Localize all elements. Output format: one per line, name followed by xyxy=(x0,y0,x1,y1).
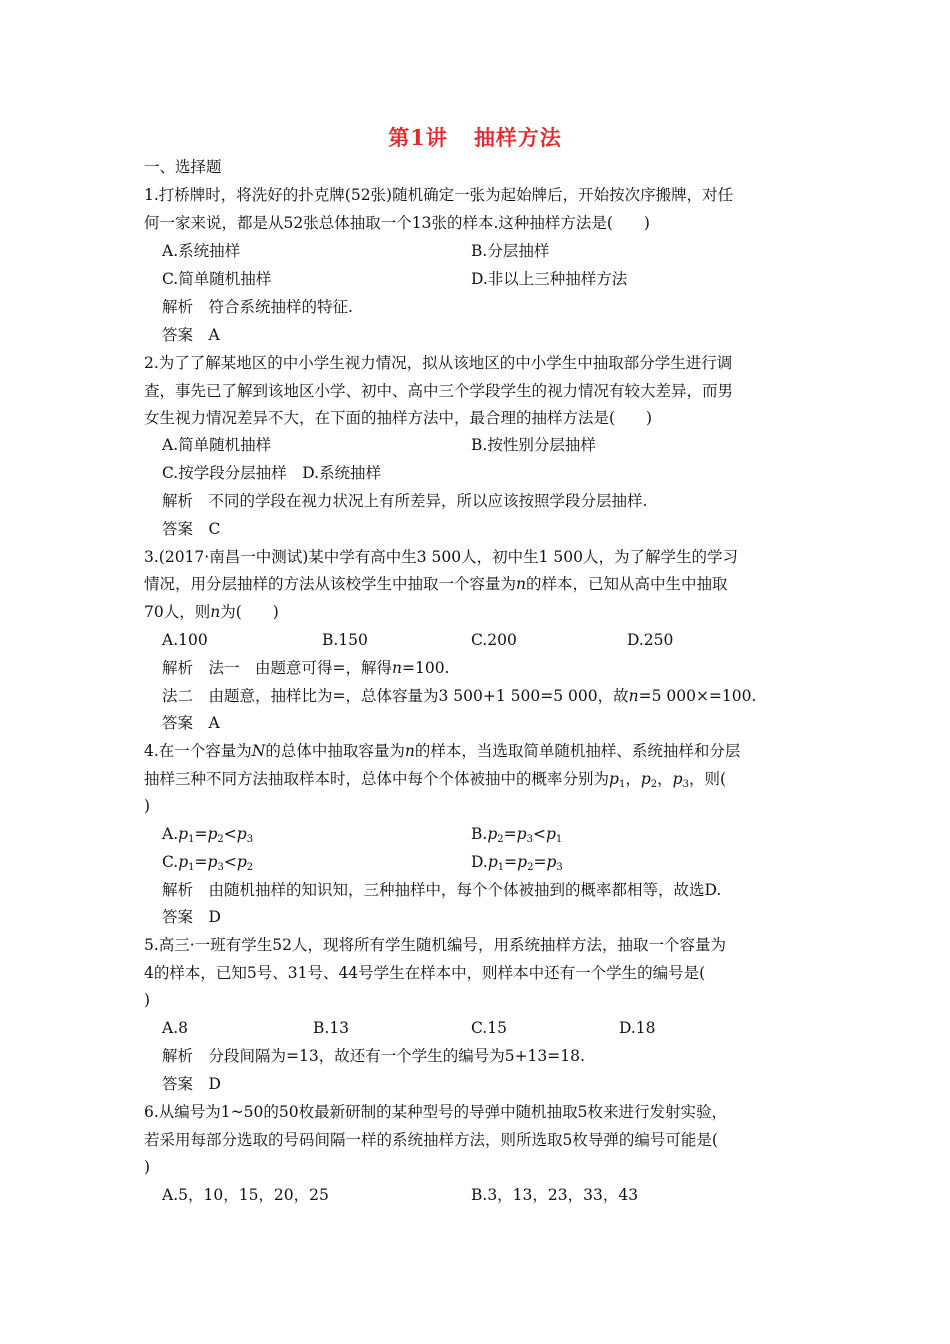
q5-stem-line-2: 4的样本，已知5号、31号、44号学生在样本中，则样本中还有一个学生的编号是( xyxy=(144,964,706,982)
q4-stem-line-1: 4.在一个容量为N的总体中抽取容量为n的样本，当选取简单随机抽样、系统抽样和分层 xyxy=(144,742,741,760)
q1-option-b: B.分层抽样 xyxy=(471,242,550,260)
q4-stem-line-2: 抽样三种不同方法抽取样本时，总体中每个个体被抽中的概率分别为$p_1$，$p_2$，$p_3$，则( xyxy=(144,770,727,790)
q1-stem-line-1: 1.打桥牌时，将洗好的扑克牌(52张)随机确定一张为起始牌后，开始按次序搬牌，对任 xyxy=(144,186,734,204)
q5-option-d: D.18 xyxy=(619,1019,656,1037)
q6-stem-line-1: 6.从编号为1~50的50枚最新研制的某种型号的导弹中随机抽取5枚来进行发射实验， xyxy=(144,1103,727,1121)
q2-analysis: 解析 不同的学段在视力状况上有所差异，所以应该按照学段分层抽样. xyxy=(162,492,648,510)
q5-stem-line-3: ) xyxy=(144,991,151,1009)
title-chapter: 第1讲 xyxy=(388,125,448,150)
q3-answer: 答案 A xyxy=(162,714,220,732)
q3-stem-line-3: 70人，则n为( ) xyxy=(144,603,279,621)
q1-answer: 答案 A xyxy=(162,326,220,344)
q2-option-b: B.按性别分层抽样 xyxy=(471,436,596,454)
q2-stem-line-1: 2.为了了解某地区的中小学生视力情况，拟从该地区的中小学生中抽取部分学生进行调 xyxy=(144,354,733,372)
q2-option-a: A.简单随机抽样 xyxy=(162,436,272,454)
q2-answer: 答案 C xyxy=(162,520,221,538)
title-name: 抽样方法 xyxy=(473,125,562,150)
q1-option-c: C.简单随机抽样 xyxy=(162,270,272,288)
q6-stem-line-3: ) xyxy=(144,1158,151,1176)
q6-stem-line-2: 若采用每部分选取的号码间隔一样的系统抽样方法，则所选取5枚导弹的编号可能是( xyxy=(144,1131,718,1149)
q4-option-d: $D.p_1=p_2=p_3$ xyxy=(471,853,563,873)
q4-analysis: 解析 由随机抽样的知识知，三种抽样中，每个个体被抽到的概率都相等，故选D. xyxy=(162,881,722,899)
q3-analysis-2: 法二 由题意，抽样比为=，总体容量为3 500+1 500=5 000，故n=5 000×=100. xyxy=(162,687,757,705)
page-title xyxy=(0,122,950,152)
q1-option-d: D.非以上三种抽样方法 xyxy=(471,270,628,288)
q3-option-d: D.250 xyxy=(627,631,674,649)
q1-stem-line-2: 何一家来说，都是从52张总体抽取一个13张的样本.这种抽样方法是( ) xyxy=(144,214,650,232)
q4-option-c: $C.p_1=p_3<p_2$ xyxy=(162,853,254,873)
section-heading: 一、选择题 xyxy=(144,158,222,176)
q4-option-a: $A.p_1=p_2<p_3$ xyxy=(162,825,254,845)
q1-analysis: 解析 符合系统抽样的特征. xyxy=(162,298,353,316)
q5-answer: 答案 D xyxy=(162,1075,221,1093)
q3-stem-line-2: 情况，用分层抽样的方法从该校学生中抽取一个容量为n的样本，已知从高中生中抽取 xyxy=(144,575,728,593)
q4-stem-line-3: ) xyxy=(144,797,151,815)
q1-option-a: A.系统抽样 xyxy=(162,242,241,260)
q3-option-a: A.100 xyxy=(162,631,208,649)
q5-option-b: B.13 xyxy=(313,1019,350,1037)
q2-stem-line-2: 查，事先已了解到该地区小学、初中、高中三个学段学生的视力情况有较大差异，而男 xyxy=(144,382,734,400)
q3-option-b: B.150 xyxy=(322,631,368,649)
q5-option-c: C.15 xyxy=(471,1019,507,1037)
q2-option-c-d: C.按学段分层抽样 D.系统抽样 xyxy=(162,464,382,482)
q3-option-c: C.200 xyxy=(471,631,517,649)
q5-analysis: 解析 分段间隔为=13，故还有一个学生的编号为5+13=18. xyxy=(162,1047,585,1065)
q4-answer: 答案 D xyxy=(162,908,221,926)
q2-stem-line-3: 女生视力情况差异不大，在下面的抽样方法中，最合理的抽样方法是( ) xyxy=(144,409,653,427)
q5-option-a: A.8 xyxy=(162,1019,188,1037)
variable-n: n xyxy=(516,575,526,593)
q3-analysis: 解析 法一 由题意可得=，解得n=100. xyxy=(162,659,450,677)
q5-stem-line-1: 5.高三·一班有学生52人，现将所有学生随机编号，用系统抽样方法，抽取一个容量为 xyxy=(144,936,726,954)
q6-option-a: A.5，10，15，20，25 xyxy=(162,1186,329,1204)
q4-option-b: $B.p_2=p_3<p_1$ xyxy=(471,825,563,845)
q3-stem-line-1: 3.(2017·南昌一中测试)某中学有高中生3 500人，初中生1 500人，为了解学生的学习 xyxy=(144,548,739,566)
q6-option-b: B.3，13，23，33，43 xyxy=(471,1186,639,1204)
